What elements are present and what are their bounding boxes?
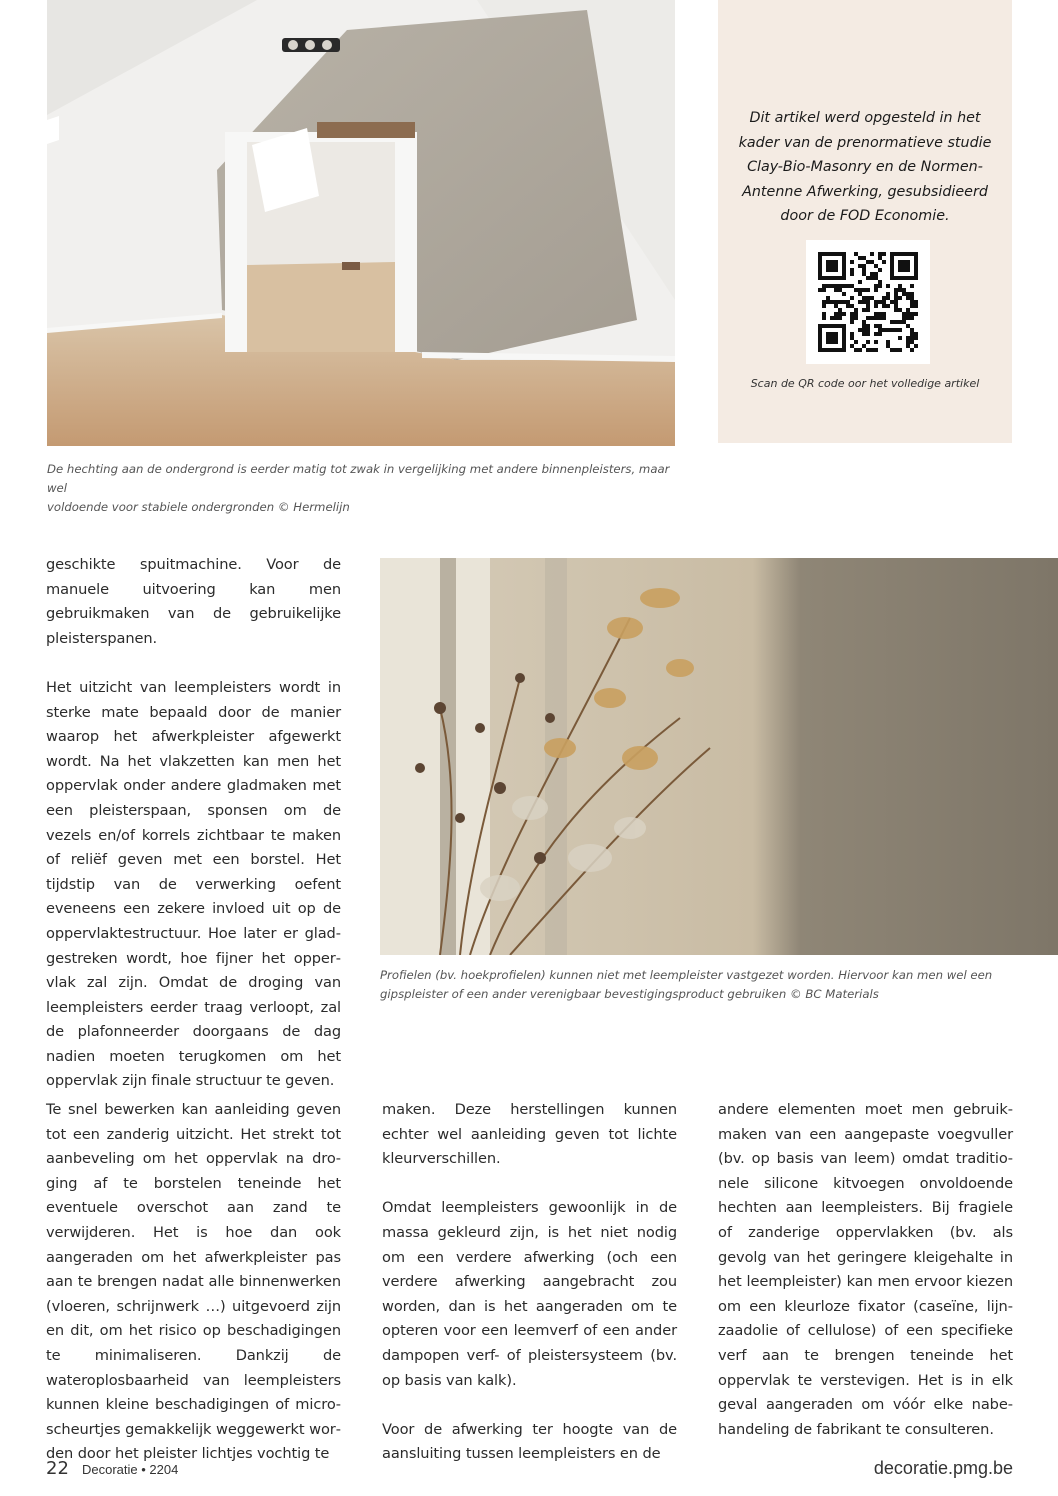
qr-code[interactable]: [806, 240, 930, 364]
magazine-issue: Decoratie • 2204: [82, 1462, 179, 1477]
paragraph: andere elementen moet men gebruikmaken van een aangepaste voegvuller (bv. op basis van leem) omdat traditionele silicone kitvoegen onvoldoende hechten aan leempleisters. Bij fragiele of zanderige oppervlakken (bv. als gevolg van het geringere kleigehalte in het leempleister) kan men ervoor kiezen om een kleurloze fixator (caseïne, lijnzaadolie of cellulose) of een specifieke verf aan te brengen teneinde het oppervlak te verstevigen. Het is in elk geval aangeraden om vóór elke nabehandeling de fabrikant te consulteren.: [718, 1101, 1013, 1438]
attic-room-photo: [47, 0, 675, 446]
paragraph: Voor de afwerking ter hoogte van de aansluiting tussen leempleisters en de: [382, 1420, 677, 1463]
body-column-right: [718, 1098, 1013, 1442]
attic-photo-caption: De hechting aan de ondergrond is eerder matig tot zwak in vergelijking met andere binnenpleisters, maar wel voldoende voor stabiele ondergronden © Hermelijn: [47, 462, 670, 514]
body-column-top: [46, 553, 341, 1094]
page-number: 22: [46, 1458, 69, 1479]
website-link[interactable]: decoratie.pmg.be: [873, 1458, 1013, 1478]
paragraph: geschikte spuitmachine. Voor de manuele uitvoering kan men gebruikmaken van de gebruikelijke pleisterspanen.: [46, 556, 341, 647]
qr-code-pattern: [806, 240, 930, 364]
body-column-middle: [382, 1098, 677, 1467]
paragraph: Te snel bewerken kan aanleiding geven tot een zanderig uitzicht. Het strekt tot aanbeveling om het oppervlak na droging af te borstelen teneinde het eventuele overschot aan zand te verwijderen. Het is hoe dan ook aangeraden om het afwerkpleister pas aan te brengen nadat alle binnenwerken (vloeren, schrijnwerk …) uitgevoerd zijn en dit, om het risico op beschadigingen te minimaliseren. Dankzij de wateroplosbaarheid van leempleisters kunnen kleine beschadigingen of microscheurtjes gemakkelijk weggewerkt worden door het pleister lichtjes vochtig te: [46, 1101, 341, 1463]
info-box-text: Dit artikel werd opgesteld in het kader van de prenormatieve studie Clay-Bio-Masonry en de Normen- Antenne Afwerking, gesubsidieerd door de FOD Economie.: [738, 110, 992, 224]
paragraph: Omdat leempleisters gewoonlijk in de massa gekleurd zijn, is het niet nodig om een verdere afwerking (och een verdere afwerking aangebracht zou worden, dan is het aangeraden om te opteren voor een leemverf of een ander dampopen verf- of pleistersysteem (bv. op basis van kalk).: [382, 1199, 677, 1389]
paragraph: Het uitzicht van leempleisters wordt in sterke mate bepaald door de manier waarop het afwerkpleister afgewerkt wordt. Na het vlakzetten kan men het oppervlak onder andere gladmaken met een pleisterspaan, sponsen om de vezels en/of korrels zichtbaar te maken of reliëf geven met een borstel. Het tijdstip van de verwerking oefent eveneens een zekere invloed uit op de oppervlaktestructuur. Hoe later er gladgestreken wordt, hoe fijner het oppervlak zal zijn. Omdat de droging van leempleisters eerder traag verloopt, zal de plafonneerder doorgaans de dag nadien moeten terugkomen om het oppervlak zijn finale structuur te geven.: [46, 678, 341, 1090]
qr-caption: Scan de QR code oor het volledige artikel: [750, 377, 980, 390]
dried-plants-photo: [380, 558, 1058, 955]
paragraph: maken. Deze herstellingen kunnen echter wel aanleiding geven tot lichte kleurverschillen.: [382, 1101, 677, 1168]
body-column-left: [46, 1098, 341, 1467]
plants-photo-caption: Profielen (bv. hoekprofielen) kunnen niet met leempleister vastgezet worden. Hiervoor kan men wel een gipspleister of een ander verenigbaar bevestigingsproduct gebruiken © BC Materials: [380, 968, 993, 1001]
info-box: [718, 0, 1012, 443]
